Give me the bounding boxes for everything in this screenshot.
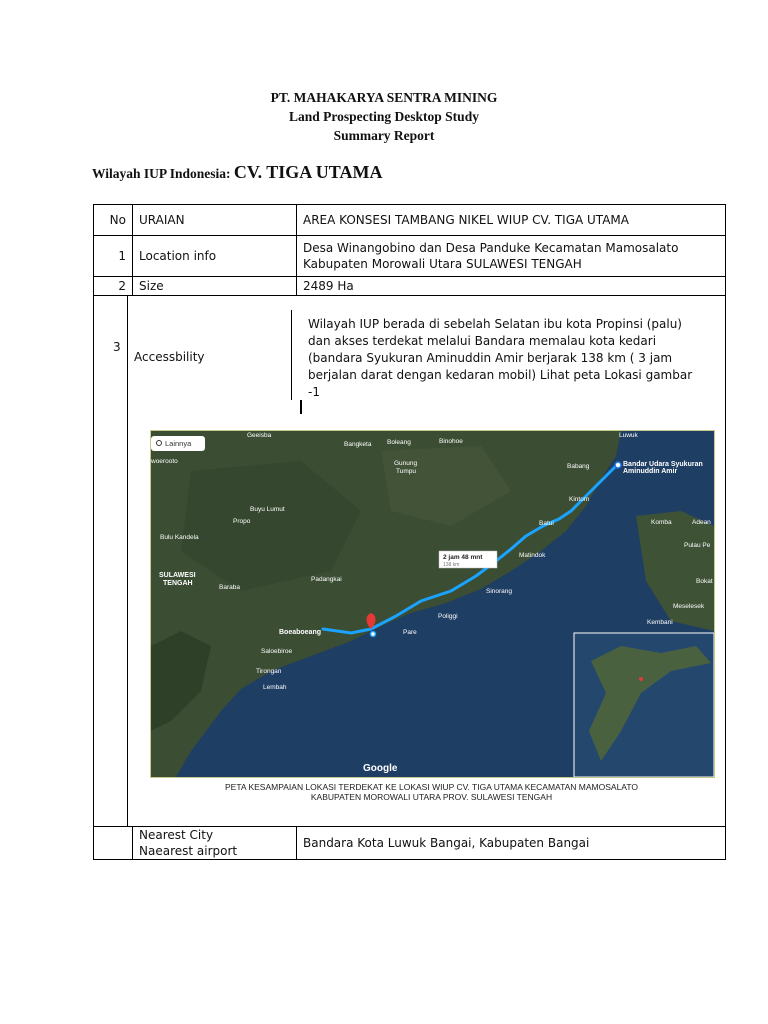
table-row [94, 827, 726, 860]
nearest-city-label: Nearest City [139, 828, 214, 842]
place-label: Matindok [519, 552, 546, 559]
place-label: Propo [233, 518, 251, 525]
report-header [0, 88, 768, 145]
place-label: Tirongan [256, 668, 282, 675]
place-label: Batui [539, 520, 554, 527]
place-label: Tumpu [396, 468, 416, 475]
place-label: Poliggi [438, 613, 458, 620]
route-distance: 138 km [443, 562, 460, 568]
map-provider-logo: Google [363, 763, 398, 774]
place-label: Buyu Lumut [250, 506, 285, 513]
table-header-row [94, 205, 726, 236]
place-label: Pare [403, 629, 417, 636]
place-label: Lembah [263, 684, 287, 691]
row-value: 2489 Ha [297, 277, 726, 296]
map-image [151, 431, 714, 777]
table-row [94, 277, 726, 296]
province-label-2: TENGAH [163, 580, 193, 587]
destination-label-2: Aminuddin Amir [623, 468, 678, 475]
row-label: Accessbility [134, 350, 205, 364]
row-number: 3 [113, 340, 121, 354]
route-time: 2 jam 48 mnt [443, 554, 483, 561]
row-number: 1 [94, 236, 133, 277]
map-caption-line2: KABUPATEN MOROWALI UTARA PROV. SULAWESI TENGAH [310, 792, 553, 802]
place-label: Adean [692, 519, 711, 526]
province-label-1: SULAWESI [159, 572, 196, 579]
study-title: Land Prospecting Desktop Study [289, 109, 479, 124]
row-label [133, 827, 297, 860]
row-value: Desa Winangobino dan Desa Panduke Kecamatan Mamosalato Kabupaten Morowali Utara SULAWESI TENGAH [297, 236, 726, 277]
col-no-header: No [94, 205, 133, 236]
place-label: Meselesek [673, 603, 705, 610]
place-label: Pulau Pe [684, 542, 711, 549]
row-value: Bandara Kota Luwuk Bangai, Kabupaten Bangai [297, 827, 726, 860]
place-label: Luwuk [619, 432, 638, 439]
col-area-header: AREA KONSESI TAMBANG NIKEL WIUP CV. TIGA UTAMA [297, 205, 726, 236]
place-label: Geeisba [247, 432, 272, 439]
divider [291, 310, 292, 400]
destination-marker [615, 462, 621, 468]
place-label: Binohoe [439, 438, 463, 445]
region-label: Wilayah IUP Indonesia: [92, 166, 231, 181]
place-label: Sinorang [486, 588, 513, 595]
route-start [371, 632, 376, 637]
map-caption-line1: PETA KESAMPAIAN LOKASI TERDEKAT KE LOKASI WIUP CV. TIGA UTAMA KECAMATAN MAMOSALATO [225, 782, 638, 792]
row-label: Location info [133, 236, 297, 277]
place-label: Baraba [219, 584, 240, 591]
place-label: Komba [651, 519, 672, 526]
place-label: Kembani [647, 619, 673, 626]
report-title: Summary Report [333, 128, 435, 143]
row-number: 2 [94, 277, 133, 296]
place-label: Saloebiroe [261, 648, 293, 655]
place-label: Babang [567, 463, 590, 470]
nearest-airport-label: Naearest airport [139, 844, 238, 858]
place-label: Boleang [387, 439, 411, 446]
location-map[interactable] [150, 430, 715, 778]
region-heading [92, 162, 382, 183]
place-label: Bulu Kandela [160, 534, 199, 541]
region-name: CV. TIGA UTAMA [233, 162, 383, 182]
col-uraian-header: URAIAN [133, 205, 297, 236]
company-name: PT. MAHAKARYA SENTRA MINING [270, 90, 498, 105]
destination-label-1: Bandar Udara Syukuran [623, 461, 703, 468]
place-label: Bangketa [344, 441, 372, 448]
accessibility-text: Wilayah IUP berada di sebelah Selatan ibu kota Propinsi (palu) dan akses terdekat melalui Bandara memalau kota kedari (bandara Syukuran Aminuddin Amir berjarak 138 km ( 3 jam berjalan darat dengan kedaran mobil) Lihat peta Lokasi gambar -1 [308, 317, 693, 399]
place-label: Kintom [569, 496, 590, 503]
inset-marker [639, 677, 643, 681]
place-label: Gunung [394, 460, 418, 467]
divider [300, 400, 302, 414]
search-chip-label: Lainnya [165, 439, 192, 448]
place-label: Bokat [696, 578, 713, 585]
row-number [94, 827, 133, 860]
row-label: Size [133, 277, 297, 296]
map-caption [150, 782, 713, 802]
place-label: woerooto [151, 458, 178, 465]
start-label: Boeaboeang [278, 629, 321, 636]
table-row [94, 236, 726, 277]
place-label: Padangkai [311, 576, 342, 583]
